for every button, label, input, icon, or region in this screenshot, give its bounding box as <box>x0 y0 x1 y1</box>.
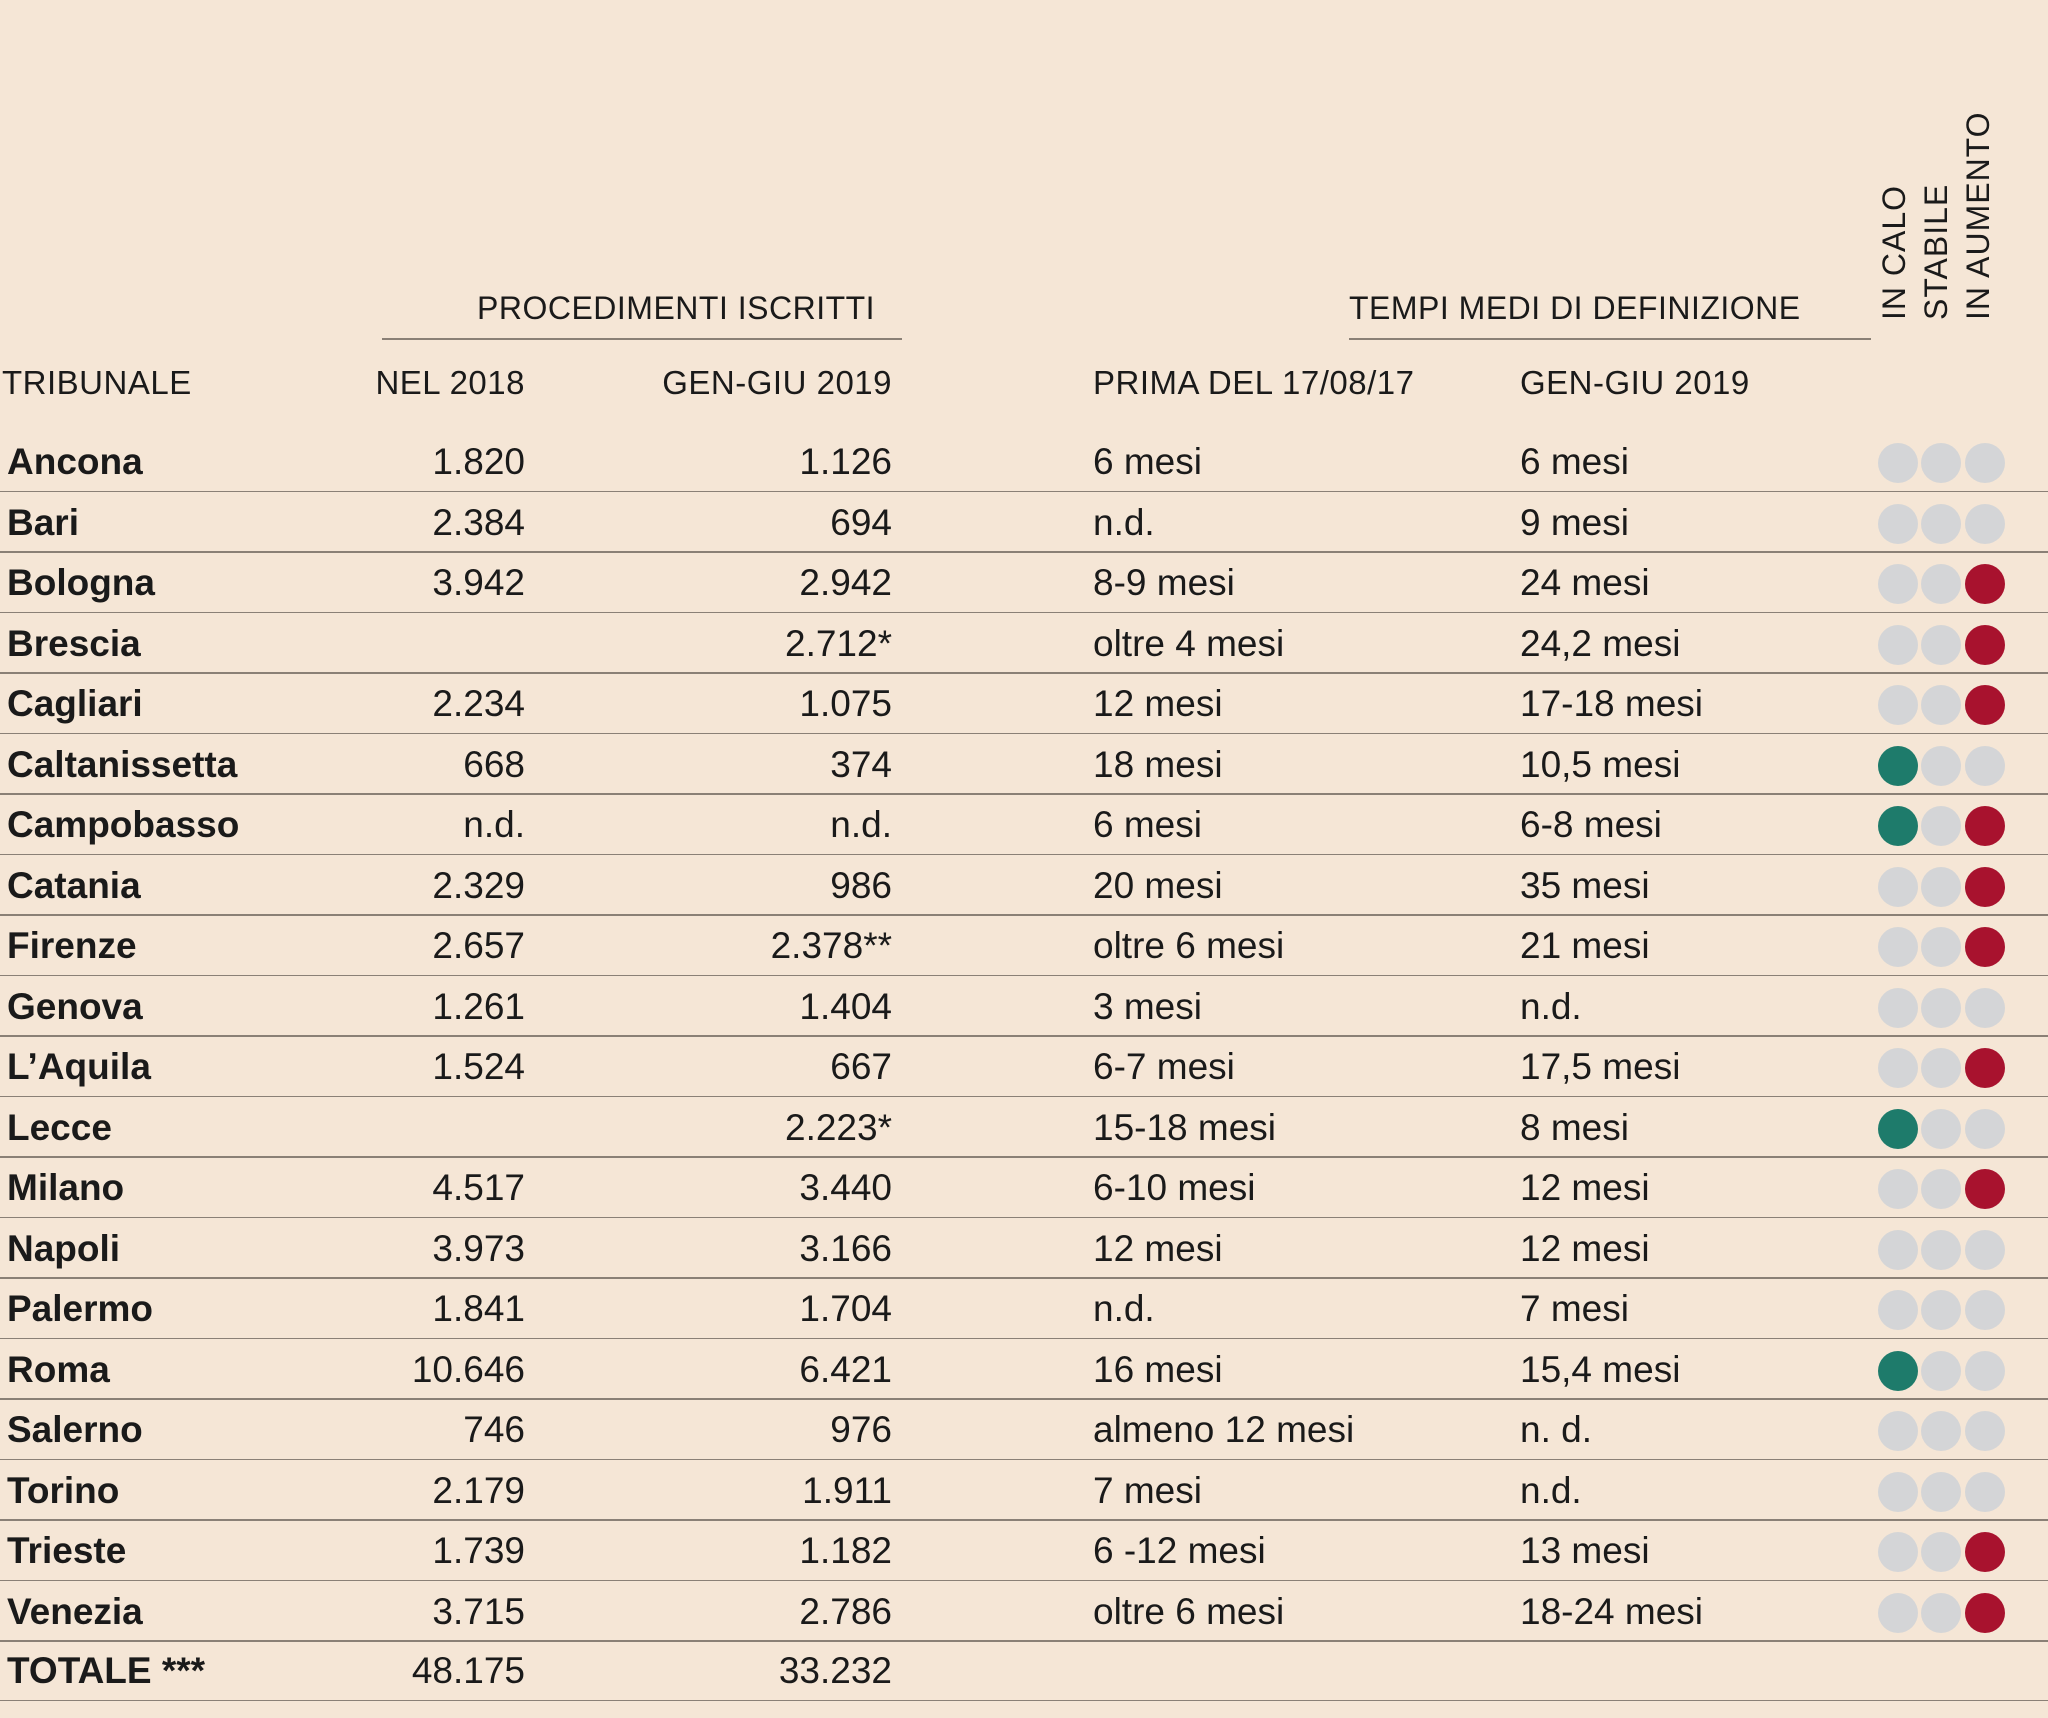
value-gen-giu-2019-tempi: 15,4 mesi <box>1520 1348 1681 1390</box>
table-row <box>0 1521 2048 1581</box>
table-row <box>0 432 2048 492</box>
trend-dot-in-calo <box>1878 625 1918 665</box>
trend-dot-stabile <box>1921 443 1961 483</box>
table-row <box>0 795 2048 855</box>
trend-dot-in-aumento <box>1965 1351 2005 1391</box>
trend-dot-stabile <box>1921 988 1961 1028</box>
trend-dot-in-aumento <box>1965 1532 2005 1572</box>
tribunale-name: Salerno <box>7 1409 143 1450</box>
value-prima-del: 8-9 mesi <box>1093 562 1235 603</box>
value-gen-giu-2019-procedimenti: 667 <box>830 1046 892 1087</box>
tribunale-name: Caltanissetta <box>7 743 238 785</box>
value-gen-giu-2019-procedimenti: 374 <box>830 743 892 785</box>
trend-dot-stabile <box>1921 1351 1961 1391</box>
table-row <box>0 1037 2048 1097</box>
trend-dot-in-calo <box>1878 1532 1918 1572</box>
trend-dot-stabile <box>1921 1048 1961 1088</box>
tribunale-name: Napoli <box>7 1227 121 1269</box>
tribunale-name: Bologna <box>7 562 155 603</box>
value-prima-del: 6 mesi <box>1093 804 1202 845</box>
table-row <box>0 674 2048 734</box>
trend-dot-stabile <box>1921 1290 1961 1330</box>
value-gen-giu-2019-tempi: 12 mesi <box>1520 1227 1650 1269</box>
tribunale-name: Roma <box>7 1348 110 1390</box>
trend-dot-in-aumento <box>1965 746 2005 786</box>
trend-dot-in-calo <box>1878 504 1918 544</box>
trend-indicator <box>1878 1521 2018 1581</box>
trend-dot-in-calo <box>1878 1411 1918 1451</box>
value-nel-2018: 668 <box>463 743 525 785</box>
trend-dot-stabile <box>1921 564 1961 604</box>
value-gen-giu-2019-tempi: 18-24 mesi <box>1520 1590 1704 1632</box>
trend-dot-stabile <box>1921 1109 1961 1149</box>
trend-indicator <box>1878 493 2018 553</box>
trend-indicator <box>1878 432 2018 492</box>
trend-dot-in-calo <box>1878 1230 1918 1270</box>
legend-in-calo: IN CALO <box>1876 184 1912 320</box>
table-row <box>0 1219 2048 1279</box>
value-nel-2018: 2.179 <box>432 1469 525 1511</box>
trend-dot-stabile <box>1921 625 1961 665</box>
procedimenti-rule <box>382 338 902 340</box>
trend-dot-in-aumento <box>1965 1472 2005 1512</box>
value-prima-del: n.d. <box>1093 1288 1155 1329</box>
value-prima-del: oltre 6 mesi <box>1093 925 1285 966</box>
value-gen-giu-2019-procedimenti: 2.223* <box>785 1106 892 1148</box>
value-nel-2018: n.d. <box>463 804 525 845</box>
trend-dot-in-aumento <box>1965 1230 2005 1270</box>
tribunale-name: Campobasso <box>7 804 240 845</box>
trend-dot-in-calo <box>1878 1169 1918 1209</box>
value-gen-giu-2019-tempi: 8 mesi <box>1520 1106 1629 1148</box>
value-prima-del: 12 mesi <box>1093 1227 1223 1269</box>
value-gen-giu-2019-procedimenti: 694 <box>830 501 892 543</box>
legend-stabile: STABILE <box>1918 183 1954 320</box>
trend-dot-in-aumento <box>1965 867 2005 907</box>
trend-dot-in-calo <box>1878 1290 1918 1330</box>
value-gen-giu-2019-procedimenti: n.d. <box>830 804 892 845</box>
row-separator <box>0 1700 2048 1702</box>
trend-dot-in-calo <box>1878 806 1918 846</box>
tribunale-name: Genova <box>7 985 143 1027</box>
value-prima-del: 6 mesi <box>1093 441 1202 482</box>
trend-dot-in-aumento <box>1965 1169 2005 1209</box>
table-row <box>0 735 2048 795</box>
trend-dot-in-calo <box>1878 443 1918 483</box>
table-row <box>0 1582 2048 1642</box>
col-header-tribunale: TRIBUNALE <box>2 364 192 401</box>
trend-indicator <box>1878 916 2018 976</box>
tribunale-name: Firenze <box>7 925 137 966</box>
value-gen-giu-2019-tempi: 35 mesi <box>1520 864 1650 906</box>
tribunale-name: Palermo <box>7 1288 154 1329</box>
trend-dot-in-aumento <box>1965 564 2005 604</box>
tribunale-name: Catania <box>7 864 141 906</box>
trend-indicator <box>1878 977 2018 1037</box>
trend-indicator <box>1878 1340 2018 1400</box>
value-gen-giu-2019-procedimenti: 2.942 <box>799 562 892 603</box>
trend-dot-in-aumento <box>1965 443 2005 483</box>
trend-dot-in-calo <box>1878 685 1918 725</box>
trend-dot-in-calo <box>1878 988 1918 1028</box>
value-gen-giu-2019-procedimenti: 1.182 <box>799 1530 892 1571</box>
trend-indicator <box>1878 735 2018 795</box>
total-row <box>0 1641 2048 1701</box>
total-gen-giu-2019: 33.232 <box>778 1650 892 1691</box>
trend-indicator <box>1878 795 2018 855</box>
value-gen-giu-2019-tempi: 24,2 mesi <box>1520 622 1681 664</box>
table-row <box>0 1279 2048 1339</box>
value-gen-giu-2019-procedimenti: 986 <box>830 864 892 906</box>
value-prima-del: 6 -12 mesi <box>1093 1530 1266 1571</box>
value-nel-2018: 3.715 <box>432 1590 525 1632</box>
trend-dot-in-aumento <box>1965 625 2005 665</box>
value-prima-del: 15-18 mesi <box>1093 1106 1277 1148</box>
value-gen-giu-2019-tempi: 9 mesi <box>1520 501 1629 543</box>
value-nel-2018: 4.517 <box>432 1167 525 1208</box>
value-gen-giu-2019-procedimenti: 1.404 <box>799 985 892 1027</box>
value-gen-giu-2019-tempi: 17,5 mesi <box>1520 1046 1681 1087</box>
trend-dot-in-aumento <box>1965 1290 2005 1330</box>
trend-dot-in-aumento <box>1965 1048 2005 1088</box>
trend-dot-in-aumento <box>1965 1411 2005 1451</box>
value-prima-del: almeno 12 mesi <box>1093 1409 1355 1450</box>
trend-dot-stabile <box>1921 927 1961 967</box>
trend-dot-in-aumento <box>1965 927 2005 967</box>
total-nel-2018: 48.175 <box>411 1650 525 1691</box>
value-gen-giu-2019-tempi: 6 mesi <box>1520 441 1629 482</box>
trend-dot-in-calo <box>1878 564 1918 604</box>
trend-indicator <box>1878 1219 2018 1279</box>
value-gen-giu-2019-tempi: 10,5 mesi <box>1520 743 1681 785</box>
col-header-gen-giu-2019-tempi: GEN-GIU 2019 <box>1520 364 1750 401</box>
col-header-prima-del: PRIMA DEL 17/08/17 <box>1093 364 1415 401</box>
value-nel-2018: 2.329 <box>432 864 525 906</box>
value-prima-del: n.d. <box>1093 501 1155 543</box>
trend-indicator <box>1878 1582 2018 1642</box>
procedimenti-iscritti-header: PROCEDIMENTI ISCRITTI <box>477 290 876 326</box>
tribunale-name: Venezia <box>7 1590 143 1632</box>
table-row <box>0 614 2048 674</box>
value-prima-del: 16 mesi <box>1093 1348 1223 1390</box>
col-header-nel-2018: NEL 2018 <box>375 364 525 401</box>
tribunale-name: Ancona <box>7 441 143 482</box>
trend-dot-stabile <box>1921 685 1961 725</box>
table-row <box>0 1340 2048 1400</box>
value-gen-giu-2019-procedimenti: 3.166 <box>799 1227 892 1269</box>
value-gen-giu-2019-tempi: 24 mesi <box>1520 562 1650 603</box>
trend-dot-stabile <box>1921 1411 1961 1451</box>
value-gen-giu-2019-procedimenti: 2.786 <box>799 1590 892 1632</box>
value-prima-del: 18 mesi <box>1093 743 1223 785</box>
value-gen-giu-2019-procedimenti: 1.704 <box>799 1288 892 1329</box>
value-gen-giu-2019-tempi: 17-18 mesi <box>1520 683 1704 724</box>
table-row <box>0 916 2048 976</box>
value-gen-giu-2019-procedimenti: 976 <box>830 1409 892 1450</box>
trend-dot-in-aumento <box>1965 988 2005 1028</box>
value-gen-giu-2019-tempi: n. d. <box>1520 1409 1592 1450</box>
trend-indicator <box>1878 856 2018 916</box>
value-gen-giu-2019-tempi: n.d. <box>1520 985 1582 1027</box>
table-row <box>0 1400 2048 1460</box>
table-row <box>0 977 2048 1037</box>
trend-dot-stabile <box>1921 1230 1961 1270</box>
trend-dot-in-calo <box>1878 927 1918 967</box>
tribunale-name: Brescia <box>7 622 141 664</box>
value-gen-giu-2019-procedimenti: 1.075 <box>799 683 892 724</box>
table-row <box>0 1461 2048 1521</box>
legend-in-aumento: IN AUMENTO <box>1960 111 1996 320</box>
trend-dot-in-calo <box>1878 867 1918 907</box>
trend-dot-in-calo <box>1878 1593 1918 1633</box>
tempi-rule <box>1349 338 1871 340</box>
tribunale-name: L’Aquila <box>7 1046 151 1087</box>
value-prima-del: 6-10 mesi <box>1093 1167 1256 1208</box>
value-gen-giu-2019-procedimenti: 1.911 <box>802 1469 892 1511</box>
trend-indicator <box>1878 553 2018 613</box>
table-row <box>0 856 2048 916</box>
value-prima-del: 3 mesi <box>1093 985 1202 1027</box>
value-gen-giu-2019-tempi: 7 mesi <box>1520 1288 1629 1329</box>
tempi-medi-header: TEMPI MEDI DI DEFINIZIONE <box>1349 290 1801 326</box>
value-prima-del: 20 mesi <box>1093 864 1223 906</box>
table-row <box>0 493 2048 553</box>
trend-dot-in-aumento <box>1965 504 2005 544</box>
value-gen-giu-2019-tempi: n.d. <box>1520 1469 1582 1511</box>
trend-indicator <box>1878 1400 2018 1460</box>
value-nel-2018: 10.646 <box>411 1348 525 1390</box>
trend-indicator <box>1878 1158 2018 1218</box>
trend-indicator <box>1878 614 2018 674</box>
trend-dot-stabile <box>1921 1472 1961 1512</box>
value-gen-giu-2019-procedimenti: 2.378** <box>770 925 892 966</box>
tribunale-name: Milano <box>7 1167 125 1208</box>
value-prima-del: 6-7 mesi <box>1093 1046 1235 1087</box>
tribunale-name: Cagliari <box>7 683 143 724</box>
trend-dot-in-calo <box>1878 1351 1918 1391</box>
trend-dot-stabile <box>1921 504 1961 544</box>
value-nel-2018: 2.657 <box>432 925 525 966</box>
value-prima-del: 12 mesi <box>1093 683 1223 724</box>
trend-indicator <box>1878 1098 2018 1158</box>
value-nel-2018: 1.739 <box>432 1530 525 1571</box>
trend-dot-in-calo <box>1878 746 1918 786</box>
trend-indicator <box>1878 1279 2018 1339</box>
table-row <box>0 1158 2048 1218</box>
value-prima-del: 7 mesi <box>1093 1469 1202 1511</box>
value-gen-giu-2019-procedimenti: 1.126 <box>799 441 892 482</box>
value-gen-giu-2019-procedimenti: 6.421 <box>799 1348 892 1390</box>
value-nel-2018: 3.973 <box>432 1227 525 1269</box>
table-row <box>0 1098 2048 1158</box>
value-nel-2018: 2.384 <box>432 501 525 543</box>
value-gen-giu-2019-procedimenti: 2.712* <box>785 622 892 664</box>
value-nel-2018: 1.524 <box>432 1046 525 1087</box>
value-prima-del: oltre 6 mesi <box>1093 1590 1285 1632</box>
trend-dot-stabile <box>1921 1593 1961 1633</box>
value-nel-2018: 1.820 <box>432 441 525 482</box>
value-nel-2018: 2.234 <box>432 683 525 724</box>
value-prima-del: oltre 4 mesi <box>1093 622 1285 664</box>
col-header-gen-giu-2019-procedimenti: GEN-GIU 2019 <box>662 364 892 401</box>
trend-indicator <box>1878 674 2018 734</box>
tribunale-name: Trieste <box>7 1530 127 1571</box>
trend-dot-in-calo <box>1878 1109 1918 1149</box>
trend-indicator <box>1878 1461 2018 1521</box>
trend-dot-stabile <box>1921 867 1961 907</box>
trend-dot-in-aumento <box>1965 1593 2005 1633</box>
trend-dot-in-aumento <box>1965 685 2005 725</box>
trend-dot-stabile <box>1921 1169 1961 1209</box>
value-gen-giu-2019-tempi: 13 mesi <box>1520 1530 1650 1571</box>
tribunale-name: Torino <box>7 1469 120 1511</box>
value-nel-2018: 1.841 <box>432 1288 525 1329</box>
value-gen-giu-2019-tempi: 12 mesi <box>1520 1167 1650 1208</box>
value-nel-2018: 1.261 <box>432 985 525 1027</box>
trend-dot-stabile <box>1921 1532 1961 1572</box>
value-gen-giu-2019-tempi: 21 mesi <box>1520 925 1650 966</box>
trend-dot-in-calo <box>1878 1472 1918 1512</box>
value-nel-2018: 3.942 <box>432 562 525 603</box>
trend-indicator <box>1878 1037 2018 1097</box>
tribunale-name: Bari <box>7 501 79 543</box>
trend-dot-stabile <box>1921 806 1961 846</box>
trend-dot-in-calo <box>1878 1048 1918 1088</box>
value-nel-2018: 746 <box>463 1409 525 1450</box>
trend-dot-in-aumento <box>1965 806 2005 846</box>
trend-dot-stabile <box>1921 746 1961 786</box>
trend-dot-in-aumento <box>1965 1109 2005 1149</box>
value-gen-giu-2019-tempi: 6-8 mesi <box>1520 804 1662 845</box>
total-label: TOTALE *** <box>7 1650 206 1691</box>
tribunale-name: Lecce <box>7 1106 112 1148</box>
value-gen-giu-2019-procedimenti: 3.440 <box>799 1167 892 1208</box>
table-row <box>0 553 2048 613</box>
